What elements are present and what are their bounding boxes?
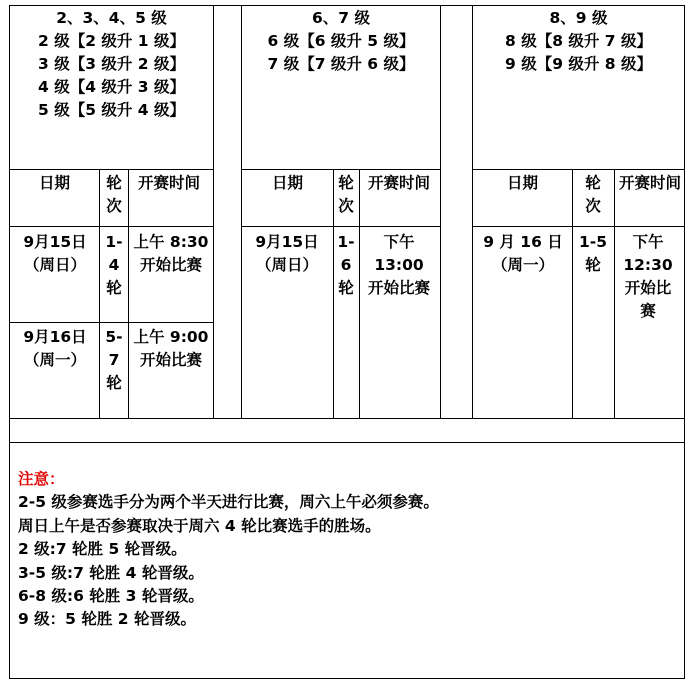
header-start-time: 开赛时间	[367, 174, 430, 192]
note-line: 6-8 级:6 轮胜 3 轮晋级。	[18, 587, 204, 606]
header-start-time: 开赛时间	[619, 174, 682, 192]
note-line: 3-5 级:7 轮胜 4 轮晋级。	[18, 563, 204, 582]
group-title: 2、3、4、5 级	[56, 9, 167, 27]
session-time: 上午 9:00 开始比赛	[133, 328, 209, 369]
group-title: 6、7 级	[312, 9, 370, 27]
session-time: 上午 8:30 开始比赛	[133, 233, 209, 274]
level-line: 8 级【8 级升 7 级】	[505, 32, 652, 50]
note-line: 9 级：5 轮胜 2 轮晋级。	[18, 610, 196, 629]
group-title: 8、9 级	[549, 9, 608, 27]
session-rounds: 1-6轮	[337, 233, 355, 297]
note-line: 周日上午是否参赛取决于周六 4 轮比赛选手的胜场。	[18, 516, 381, 535]
session-rounds: 5-7轮	[105, 328, 123, 392]
level-line: 5 级【5 级升 4 级】	[38, 101, 185, 119]
level-line: 2 级【2 级升 1 级】	[38, 32, 185, 50]
header-date: 日期	[506, 174, 538, 192]
level-line: 3 级【3 级升 2 级】	[38, 55, 185, 73]
level-line: 4 级【4 级升 3 级】	[38, 78, 185, 96]
header-round: 轮次	[585, 174, 601, 215]
session-rounds: 1-4轮	[105, 233, 123, 297]
session-date: 9月16日（周一）	[23, 328, 87, 369]
session-date: 9 月 16 日（周一）	[483, 233, 563, 274]
header-round: 轮次	[338, 174, 354, 215]
session-time: 下午 13:00 开始比赛	[367, 233, 430, 297]
note-line: 2 级:7 轮胜 5 轮晋级。	[18, 540, 187, 559]
note-line: 2-5 级参赛选手分为两个半天进行比赛，周六上午必须参赛。	[18, 493, 439, 512]
session-rounds: 1-5轮	[578, 233, 607, 274]
level-line: 9 级【9 级升 8 级】	[505, 55, 652, 73]
level-line: 7 级【7 级升 6 级】	[267, 55, 415, 73]
header-round: 轮次	[106, 174, 122, 215]
session-time: 下午 12:30 开始比赛	[623, 233, 673, 320]
header-start-time: 开赛时间	[137, 174, 200, 192]
session-date: 9月15日（周日）	[255, 233, 319, 274]
notes-block	[18, 468, 439, 632]
header-date: 日期	[38, 174, 70, 192]
notes-title: 注意：	[18, 470, 65, 488]
level-line: 6 级【6 级升 5 级】	[267, 32, 415, 50]
session-date: 9月15日（周日）	[23, 233, 87, 274]
header-date: 日期	[271, 174, 303, 192]
